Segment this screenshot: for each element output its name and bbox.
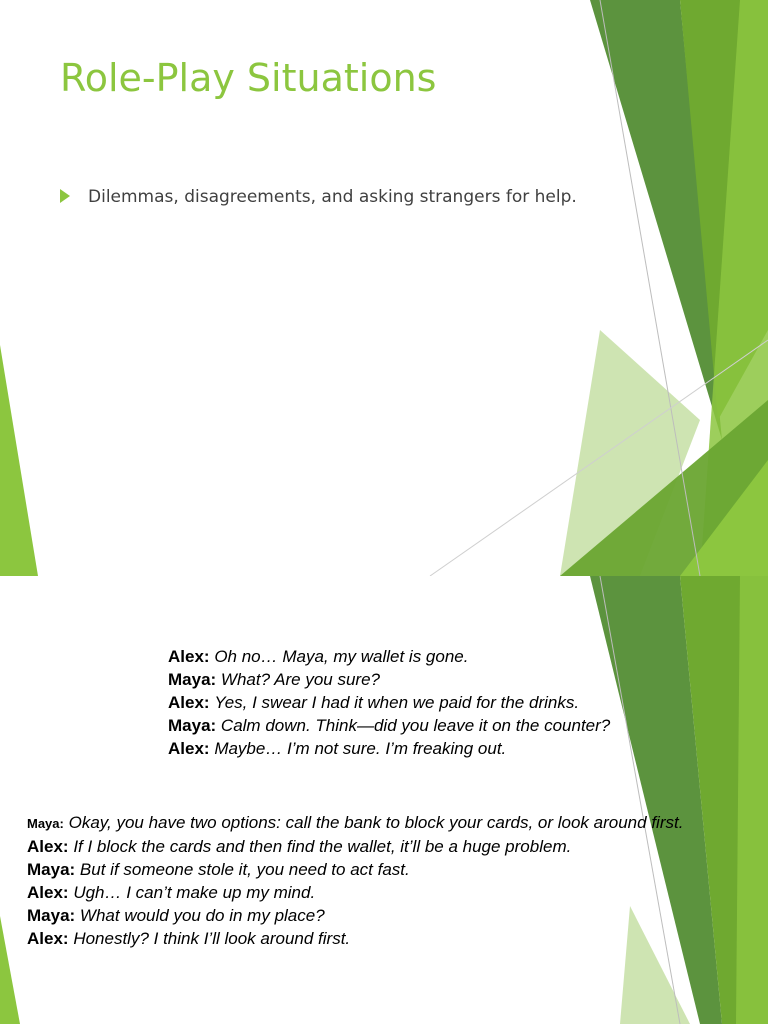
speech-text: Oh no… Maya, my wallet is gone. (214, 647, 469, 666)
speaker-name: Alex: (168, 739, 210, 758)
speech-text: Okay, you have two options: call the bank to block your cards, or look around first. (68, 813, 684, 832)
speech-text: Ugh… I can’t make up my mind. (73, 883, 316, 902)
speaker-name: Maya: (168, 716, 217, 735)
bullet-item (60, 186, 580, 209)
dialog-line (27, 811, 768, 835)
speech-text: What would you do in my place? (79, 906, 325, 925)
dialog-line (168, 714, 708, 737)
speech-text: What? Are you sure? (220, 670, 380, 689)
bullet-text: Dilemmas, disagreements, and asking strangers for help. (88, 187, 577, 207)
speaker-name: Maya: (27, 816, 64, 831)
speaker-name: Alex: (168, 693, 210, 712)
dialog-line (27, 835, 768, 858)
dialog-line (168, 691, 708, 714)
dialog-group-2 (27, 811, 768, 950)
speaker-name: Maya: (27, 906, 76, 925)
speaker-name: Maya: (168, 670, 217, 689)
speech-text: But if someone stole it, you need to act fast. (79, 860, 410, 879)
bullet-arrow-icon (60, 189, 70, 203)
speaker-name: Alex: (27, 929, 69, 948)
slide-2-decoration (0, 576, 768, 1024)
dialog-line (27, 881, 768, 904)
slide-title: Role-Play Situations (60, 56, 437, 100)
speech-text: If I block the cards and then find the wallet, it’ll be a huge problem. (73, 837, 572, 856)
speech-text: Yes, I swear I had it when we paid for the drinks. (214, 693, 580, 712)
speaker-name: Alex: (27, 883, 69, 902)
dialog-group-1 (168, 645, 708, 760)
dialog-line (27, 904, 768, 927)
dialog-line (168, 645, 708, 668)
speech-text: Calm down. Think—did you leave it on the counter? (220, 716, 611, 735)
speaker-name: Maya: (27, 860, 76, 879)
speech-text: Maybe… I’m not sure. I’m freaking out. (214, 739, 507, 758)
slide-2 (0, 576, 768, 1024)
dialog-line (27, 858, 768, 881)
dialog-line (27, 927, 768, 950)
speaker-name: Alex: (27, 837, 69, 856)
speaker-name: Alex: (168, 647, 210, 666)
speech-text: Honestly? I think I’ll look around first. (73, 929, 351, 948)
dialog-line (168, 668, 708, 691)
dialog-line (168, 737, 708, 760)
